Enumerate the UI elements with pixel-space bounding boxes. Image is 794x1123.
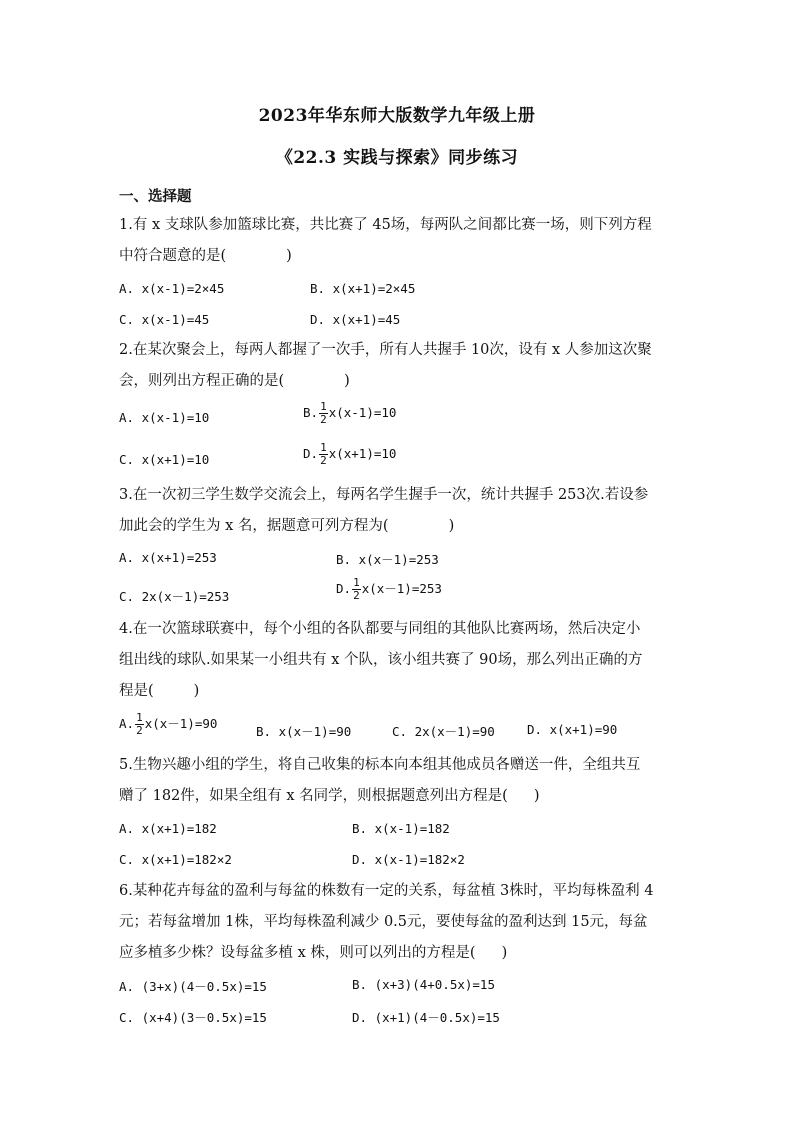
question-2-option-a[interactable]: A. x(x-1)=10: [119, 410, 210, 425]
question-2-option-b[interactable]: B. $\frac{1}{2}$ x(x-1)=10: [303, 400, 397, 426]
question-1-option-c[interactable]: C. x(x-1)=45: [119, 312, 210, 327]
question-3-line-1: 3.在一次初三学生数学交流会上，每两名学生握手一次，统计共握手 253次.若设参: [119, 487, 649, 503]
question-1-line-1: 1.有 x 支球队参加篮球比赛，共比赛了 45场，每两队之间都比赛一场，则下列方程: [119, 217, 652, 233]
question-4-stem: [119, 614, 709, 707]
question-3-line-2: 加此会的学生为 x 名，据题意可列方程为( ): [119, 518, 455, 534]
question-5-option-a[interactable]: A. x(x+1)=182: [119, 821, 217, 836]
question-6-option-a[interactable]: A. (3+x)(4－0.5x)=15: [119, 979, 267, 994]
question-4-option-d[interactable]: D. x(x+1)=90: [527, 722, 618, 737]
question-6-option-b[interactable]: B. (x+3)(4+0.5x)=15: [352, 977, 495, 992]
question-4-line-3: 程是( ): [119, 683, 200, 699]
question-5-option-d[interactable]: D. x(x-1)=182×2: [352, 852, 465, 867]
question-3-stem: [119, 480, 709, 542]
question-6-option-c[interactable]: C. (x+4)(3－0.5x)=15: [119, 1010, 267, 1025]
question-4-option-a[interactable]: A. $\frac{1}{2}$ x(x－1)=90: [119, 711, 218, 737]
fraction-one-half: $\frac{1}{2}$: [136, 711, 143, 737]
question-5-stem: [119, 750, 709, 812]
question-6-line-2: 元；若每盆增加 1株，平均每株盈利减少 0.5元，要使每盆的盈利达到 15元，每盆: [119, 914, 648, 930]
question-6-option-d[interactable]: D. (x+1)(4－0.5x)=15: [352, 1010, 500, 1025]
fraction-one-half: $\frac{1}{2}$: [320, 441, 327, 467]
question-5-line-1: 5.生物兴趣小组的学生，将自己收集的标本向本组其他成员各赠送一件，全组共互: [119, 757, 641, 773]
question-1-stem: [119, 210, 709, 272]
question-6-stem: [119, 876, 709, 969]
question-4-option-b[interactable]: B. x(x－1)=90: [256, 724, 352, 739]
question-1-line-2: 中符合题意的是( ): [119, 248, 292, 264]
document-subtitle: 《22.3 实践与探索》同步练习: [275, 148, 519, 168]
question-2-option-d[interactable]: D. $\frac{1}{2}$ x(x+1)=10: [303, 441, 397, 467]
question-2-line-2: 会，则列出方程正确的是( ): [119, 373, 350, 389]
question-4-line-2: 组出线的球队.如果某一小组共有 x 个队，该小组共赛了 90场，那么列出正确的方: [119, 652, 643, 668]
question-5-option-b[interactable]: B. x(x-1)=182: [352, 821, 450, 836]
question-3-option-a[interactable]: A. x(x+1)=253: [119, 550, 217, 565]
question-6-line-1: 6.某种花卉每盆的盈利与每盆的株数有一定的关系，每盆植 3株时，平均每株盈利 4: [119, 883, 654, 899]
question-2-line-1: 2.在某次聚会上，每两人都握了一次手，所有人共握手 10次，设有 x 人参加这次聚: [119, 342, 652, 358]
question-4-option-c[interactable]: C. 2x(x－1)=90: [392, 724, 495, 739]
document-title: 2023年华东师大版数学九年级上册: [258, 106, 536, 126]
fraction-one-half: $\frac{1}{2}$: [320, 400, 327, 426]
question-1-option-b[interactable]: B. x(x+1)=2×45: [310, 281, 416, 296]
question-5-option-c[interactable]: C. x(x+1)=182×2: [119, 852, 232, 867]
question-3-option-c[interactable]: C. 2x(x－1)=253: [119, 589, 230, 604]
question-1-option-d[interactable]: D. x(x+1)=45: [310, 312, 401, 327]
fraction-one-half: $\frac{1}{2}$: [353, 576, 360, 602]
question-2-stem: [119, 335, 709, 397]
question-3-option-b[interactable]: B. x(x－1)=253: [336, 552, 439, 567]
question-5-line-2: 赠了 182件，如果全组有 x 名同学，则根据题意列出方程是( ): [119, 788, 540, 804]
question-4-line-1: 4.在一次篮球联赛中，每个小组的各队都要与同组的其他队比赛两场，然后决定小: [119, 621, 641, 637]
section-heading: 一、选择题: [119, 188, 192, 205]
question-3-option-d[interactable]: D. $\frac{1}{2}$ x(x－1)=253: [336, 576, 442, 602]
question-2-option-c[interactable]: C. x(x+1)=10: [119, 452, 210, 467]
question-6-line-3: 应多植多少株？设每盆多植 x 株，则可以列出的方程是( ): [119, 945, 508, 961]
question-1-option-a[interactable]: A. x(x-1)=2×45: [119, 281, 225, 296]
